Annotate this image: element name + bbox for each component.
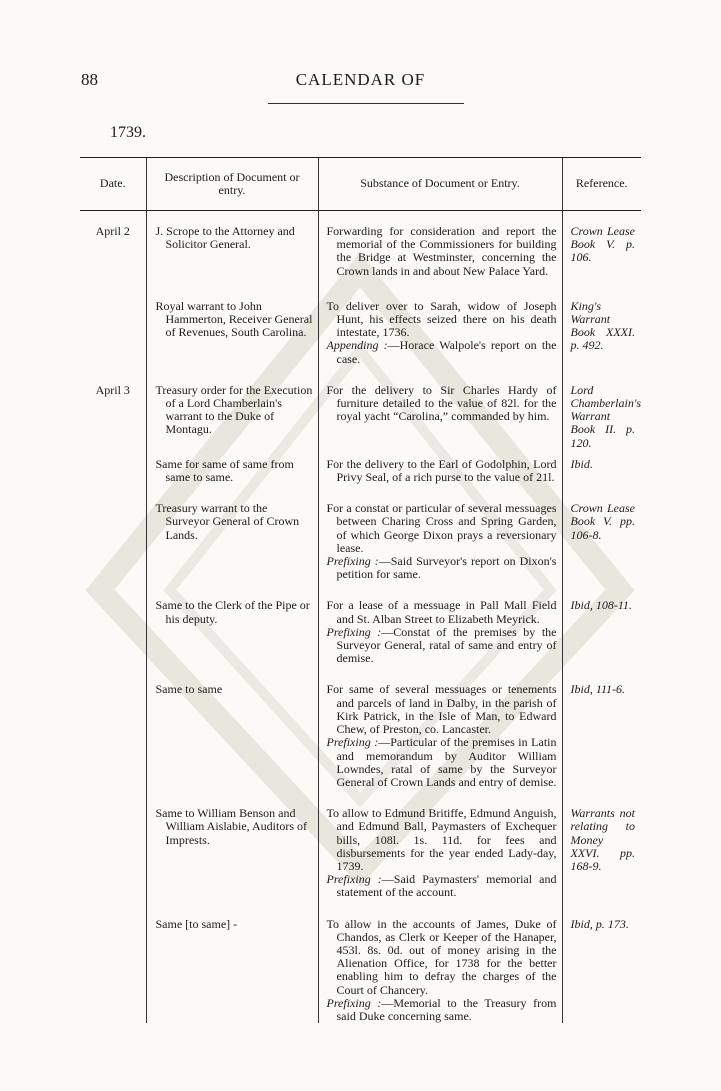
row-description: J. Scrope to the Attorney and Solicitor General. (155, 224, 295, 252)
head-rule (268, 103, 464, 104)
row-note: —Said Surveyor's report on Dixon's petition for same. (336, 554, 557, 582)
column-header-description: Description of Document or entry. (146, 158, 318, 211)
row-reference: Crown Lease Book V. pp. 106-8. (562, 484, 641, 581)
row-note: —Memorial to the Treasury from said Duke concerning same. (336, 995, 557, 1023)
calendar-table (80, 157, 641, 1023)
table-row (80, 484, 641, 581)
row-reference: Crown Lease Book V. p. 106. (562, 211, 641, 278)
table-row (80, 789, 641, 899)
column-header-reference: Reference. (562, 158, 641, 211)
row-substance: To allow to Edmund Britiffe, Edmund Anguish, and Edmund Ball, Paymasters of Exchequer bills, 108l. 1s. 11d. for fees and disbursements for the year ended Lady-day, 1739. (326, 806, 557, 873)
row-date (80, 789, 146, 899)
row-date (80, 581, 146, 665)
row-substance: To deliver over to Sarah, widow of Joseph Hunt, his effects seized there on his death intestate, 1736. (326, 298, 557, 340)
row-description: Same [to same] - (155, 916, 238, 931)
row-reference: King's Warrant Book XXXI. p. 492. (562, 278, 641, 366)
row-date (80, 450, 146, 484)
row-reference: Ibid, 108-11. (562, 581, 641, 665)
row-note: —Horace Walpole's report on the case. (336, 338, 557, 366)
table-header-row (80, 158, 641, 211)
row-reference: Lord Chamberlain's Warrant Book II. p. 120. (562, 366, 641, 450)
row-date (80, 484, 146, 581)
row-date (80, 900, 146, 1024)
row-reference: Ibid. (562, 450, 641, 484)
row-reference: Ibid, 111-6. (562, 665, 641, 789)
row-substance: For the delivery to the Earl of Godolphin, Lord Privy Seal, of a rich purse to the value of 21l. (326, 456, 557, 485)
row-description: Treasury order for the Execution of a Lord Chamberlain's warrant to the Duke of Montagu. (155, 382, 313, 437)
row-note-label: Prefixing : (326, 624, 382, 639)
row-substance: For a constat or particular of several messuages between Charing Cross and Spring Garden, of which George Dixon prays a reversionary lease. (326, 501, 557, 555)
running-head: CALENDAR OF (295, 70, 426, 89)
column-header-substance: Substance of Document or Entry. (318, 158, 562, 211)
row-description: Same to the Clerk of the Pipe or his deputy. (155, 598, 310, 626)
row-substance: For a lease of a messuage in Pall Mall Field and St. Alban Street to Elizabeth Meyrick. (326, 598, 557, 626)
table-row (80, 278, 641, 366)
row-substance: Forwarding for consideration and report the memorial of the Commissioners for building the Bridge at Westminster, concerning the Crown lands in and about New Palace Yard. (326, 224, 557, 278)
table-row (80, 211, 641, 278)
row-note: —Particular of the premises in Latin and memorandum by Auditor William Lowndes, ratal of same by the Surveyor General of Crown Lands and entry of demise. (336, 735, 557, 789)
column-header-date: Date. (80, 158, 146, 211)
table-row (80, 665, 641, 789)
row-substance: For same of several messuages or tenements and parcels of land in Dalby, in the parish of Kirk Patrick, in the Isle of Man, to Edward Chew, of Preston, co. Lancaster. (326, 682, 557, 737)
row-note-label: Prefixing : (326, 554, 379, 569)
page-number: 88 (81, 70, 98, 89)
table-row (80, 581, 641, 665)
row-note-label: Prefixing : (326, 735, 379, 750)
row-reference: Ibid, p. 173. (562, 900, 641, 1024)
table-row (80, 450, 641, 484)
row-note-label: Appending : (326, 338, 388, 353)
row-note: —Constat of the premises by the Surveyor General, ratal of same and entry of demise. (336, 624, 557, 666)
row-note: —Said Paymasters' memorial and statement of the account. (336, 872, 557, 900)
table-row (80, 900, 641, 1024)
row-note-label: Prefixing : (326, 872, 382, 887)
row-description: Same to same (155, 682, 223, 697)
row-substance: To allow in the accounts of James, Duke of Chandos, as Clerk or Keeper of the Hanaper, 453l. 8s. 0d. out of money arising in the Alienation Office, for 1738 for the better enabling him to defray the charges of the Court of Chancery. (326, 916, 557, 997)
row-description: Same for same of same from same to same. (155, 456, 294, 485)
row-description: Royal warrant to John Hammerton, Receiver General of Revenues, South Carolina. (155, 298, 313, 340)
row-description: Same to William Benson and William Aislabie, Auditors of Imprests. (155, 806, 308, 847)
row-date: April 2 (95, 224, 130, 238)
year-heading: 1739. (110, 124, 146, 141)
table-row (80, 366, 641, 450)
row-reference: Warrants not relating to Money XXVI. pp. 168-9. (562, 789, 641, 899)
row-date (80, 278, 146, 366)
row-substance: For the delivery to Sir Charles Hardy of furniture detailed to the value of 82l. for the royal yacht “Carolina,” commanded by him. (326, 382, 557, 424)
row-date: April 3 (95, 382, 130, 397)
row-note-label: Prefixing : (326, 995, 382, 1010)
row-date (80, 665, 146, 789)
row-description: Treasury warrant to the Surveyor General of Crown Lands. (155, 501, 300, 542)
